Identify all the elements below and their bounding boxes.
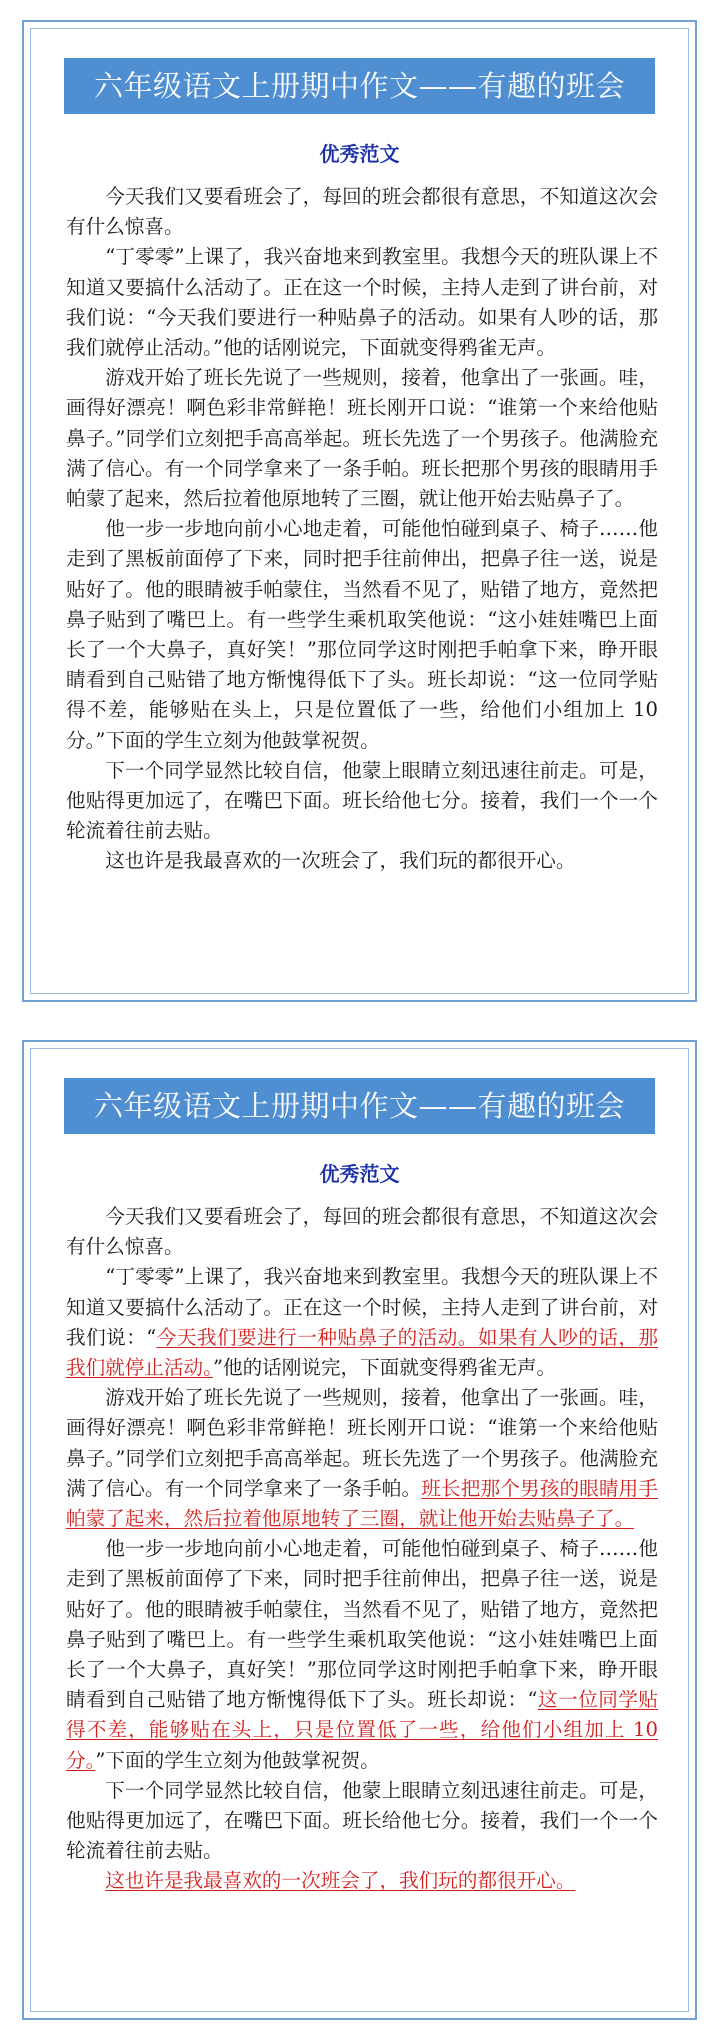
paragraph — [66, 1866, 658, 1896]
essay-title: 六年级语文上册期中作文——有趣的班会 — [64, 1078, 655, 1134]
essay-subtitle: 优秀范文 — [319, 142, 400, 166]
essay-title: 六年级语文上册期中作文——有趣的班会 — [64, 58, 655, 114]
paragraph: 游戏开始了班长先说了一些规则，接着，他拿出了一张画。哇，画得好漂亮！啊色彩非常鲜艳！班长刚开口说：“谁第一个来给他贴鼻子。”同学们立刻把手高高举起。班长先选了一个男孩子。他满脸充满了信心。有一个同学拿来了一条手帕。班长把那个男孩的眼睛用手帕蒙了起来，然后拉着他原地转了三圈，就让他开始去贴鼻子了。 — [66, 1386, 659, 1531]
essay-body — [66, 1202, 658, 1897]
paragraph: 今天我们又要看班会了，每回的班会都很有意思，不知道这次会有什么惊喜。 — [66, 185, 658, 239]
paragraph: 他一步一步地向前小心地走着，可能他怕碰到桌子、椅子……他走到了黑板前面停了下来，同时把手往前伸出，把鼻子往一送，说是贴好了。他的眼睛被手帕蒙住，当然看不见了，贴错了地方，竟然把鼻子贴到了嘴巴上。有一些学生乘机取笑他说：“这小娃娃嘴巴上面长了一个大鼻子，真好笑！”那位同学这时刚把手帕拿下来，睁开眼睛看到自己贴错了地方惭愧得低下了头。班长却说：“这一位同学贴得不差，能够贴在头上，只是位置低了一些，给他们小组加上 10 分。”下面的学生立刻为他鼓掌祝贺。 — [66, 1537, 658, 1772]
paragraph: “丁零零”上课了，我兴奋地来到教室里。我想今天的班队课上不知道又要搞什么活动了。正在这一个时候，主持人走到了讲台前，对我们说：“今天我们要进行一种贴鼻子的活动。如果有人吵的话，那我们就停止活动。”他的话刚说完，下面就变得鸦雀无声。 — [66, 245, 658, 360]
paragraph: 今天我们又要看班会了，每回的班会都很有意思，不知道这次会有什么惊喜。 — [66, 1205, 658, 1259]
paragraph: 下一个同学显然比较自信，他蒙上眼睛立刻迅速往前走。可是，他贴得更加远了，在嘴巴下面。班长给他七分。接着，我们一个一个轮流着往前去贴。 — [66, 758, 658, 843]
paragraph: “丁零零”上课了，我兴奋地来到教室里。我想今天的班队课上不知道又要搞什么活动了。正在这一个时候，主持人走到了讲台前，对我们说：“今天我们要进行一种贴鼻子的活动。如果有人吵的话，那我们就停止活动。”他的话刚说完，下面就变得鸦雀无声。 — [66, 1265, 658, 1380]
paragraph: 游戏开始了班长先说了一些规则，接着，他拿出了一张画。哇，画得好漂亮！啊色彩非常鲜艳！班长刚开口说：“谁第一个来给他贴鼻子。”同学们立刻把手高高举起。班长先选了一个男孩子。他满脸充满了信心。有一个同学拿来了一条手帕。班长把那个男孩的眼睛用手帕蒙了起来，然后拉着他原地转了三圈，就让他开始去贴鼻子了。 — [66, 366, 659, 511]
paragraph: 下一个同学显然比较自信，他蒙上眼睛立刻迅速往前走。可是，他贴得更加远了，在嘴巴下面。班长给他七分。接着，我们一个一个轮流着往前去贴。 — [66, 1778, 658, 1863]
paragraph: 这也许是我最喜欢的一次班会了，我们玩的都很开心。 — [105, 849, 576, 873]
paragraph: 他一步一步地向前小心地走着，可能他怕碰到桌子、椅子……他走到了黑板前面停了下来，同时把手往前伸出，把鼻子往一送，说是贴好了。他的眼睛被手帕蒙住，当然看不见了，贴错了地方，竟然把鼻子贴到了嘴巴上。有一些学生乘机取笑他说：“这小娃娃嘴巴上面长了一个大鼻子，真好笑！”那位同学这时刚把手帕拿下来，睁开眼睛看到自己贴错了地方惭愧得低下了头。班长却说：“这一位同学贴得不差，能够贴在头上，只是位置低了一些，给他们小组加上 10 分。”下面的学生立刻为他鼓掌祝贺。 — [66, 517, 658, 752]
highlighted-sentence: 今天我们要进行一种贴鼻子的活动。如果有人吵的话，那我们就停止活动。 — [66, 1325, 658, 1380]
highlighted-sentence: 这也许是我最喜欢的一次班会了，我们玩的都很开心。 — [105, 1869, 576, 1893]
essay-body — [66, 182, 658, 877]
essay-subtitle: 优秀范文 — [319, 1162, 400, 1186]
essay-card-plain — [22, 20, 697, 1002]
highlighted-sentence: 这一位同学贴得不差，能够贴在头上，只是位置低了一些，给他们小组加上 10 分。 — [66, 1688, 658, 1772]
essay-card-annotated — [22, 1040, 697, 2020]
highlighted-sentence: 班长把那个男孩的眼睛用手帕蒙了起来，然后拉着他原地转了三圈，就让他开始去贴鼻子了。 — [66, 1476, 659, 1531]
